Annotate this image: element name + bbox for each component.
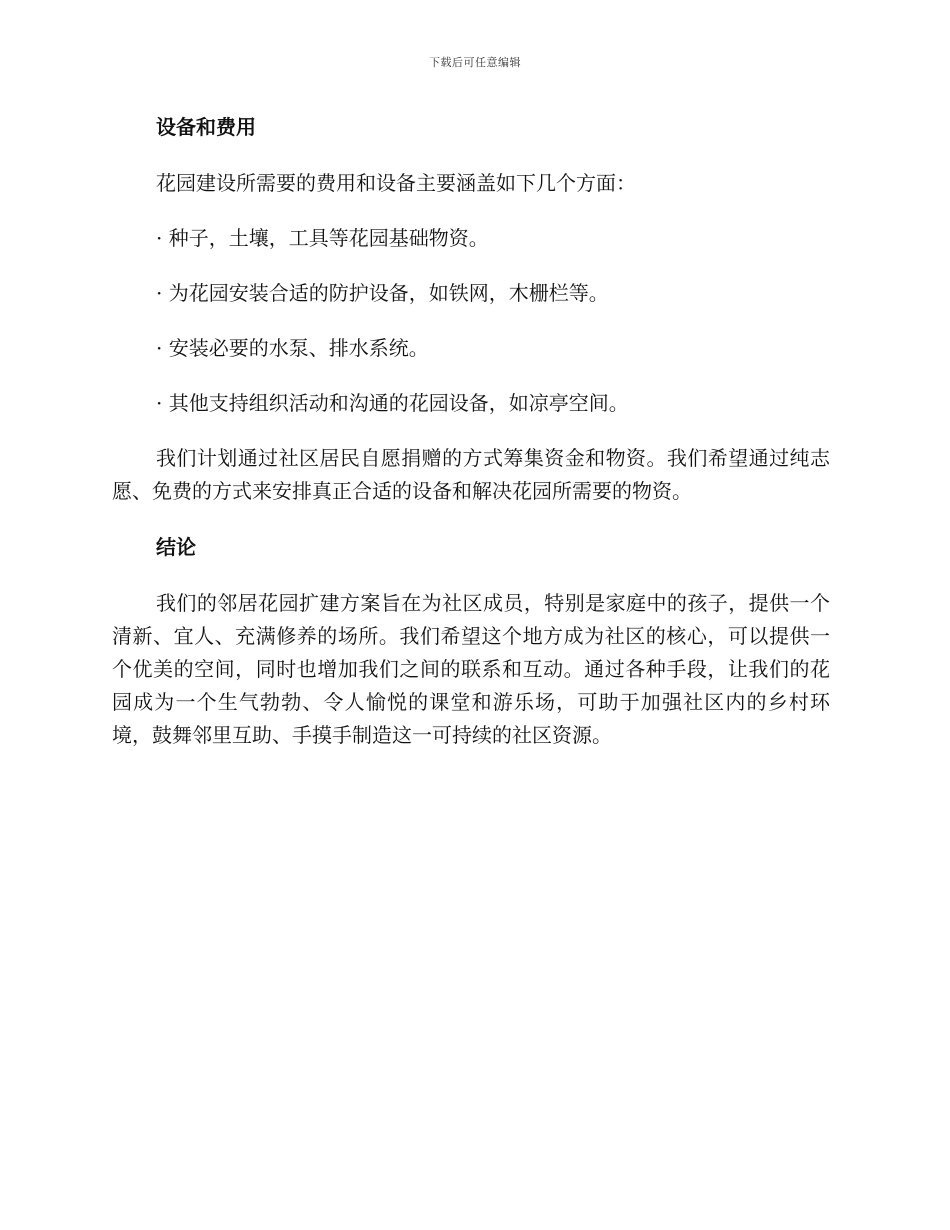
bullet-item: · 其他支持组织活动和沟通的花园设备，如凉亭空间。 [156,391,629,415]
section-title-equipment: 设备和费用 [156,115,256,139]
bullet-item: · 种子，土壤，工具等花园基础物资。 [156,226,489,250]
bullet-item: · 安装必要的水泵、排水系统。 [156,336,429,360]
document-body [112,110,830,752]
page-header-note: 下载后可任意编辑 [429,56,521,69]
funding-paragraph: 我们计划通过社区居民自愿捐赠的方式筹集资金和物资。我们希望通过纯志愿、免费的方式来安排真正合适的设备和解决花园所需要的物资。 [112,446,830,503]
bullet-item: · 为花园安装合适的防护设备，如铁网，木栅栏等。 [156,281,609,305]
equipment-intro: 花园建设所需要的费用和设备主要涵盖如下几个方面： [156,171,636,195]
section-title-conclusion: 结论 [156,535,196,559]
conclusion-paragraph: 我们的邻居花园扩建方案旨在为社区成员，特别是家庭中的孩子，提供一个清新、宜人、充满修养的场所。我们希望这个地方成为社区的核心，可以提供一个优美的空间，同时也增加我们之间的联系和互动。通过各种手段，让我们的花园成为一个生气勃勃、令人愉悦的课堂和游乐场，可助于加强社区内的乡村环境，鼓舞邻里互助、手摸手制造这一可持续的社区资源。 [112,591,830,747]
